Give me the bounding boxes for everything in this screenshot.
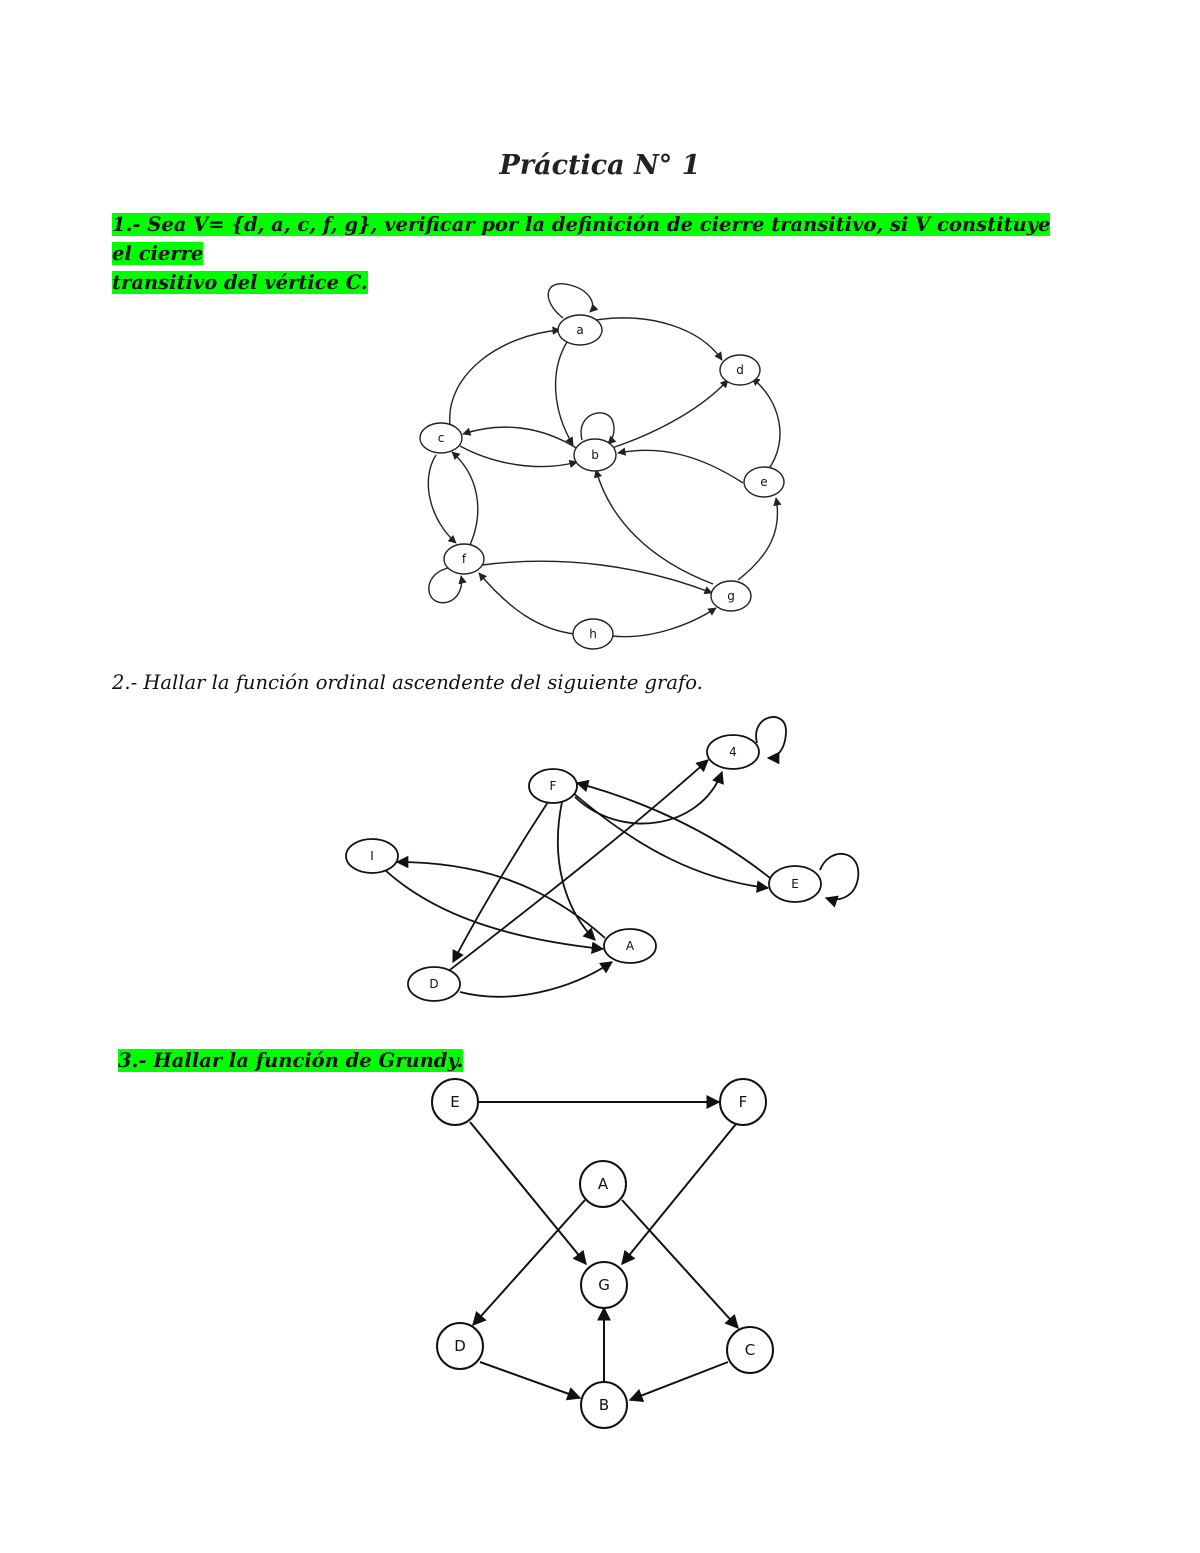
node-c-label: c [437, 431, 445, 445]
node-a-label: A [625, 939, 635, 953]
node-d-label: D [454, 1337, 466, 1355]
edge-e-g [470, 1122, 586, 1264]
node-b-label: b [591, 448, 599, 462]
edge-a-c [622, 1200, 738, 1328]
node-a-label: a [576, 323, 584, 337]
question-3-text: 3.- Hallar la función de Grundy. [118, 1049, 464, 1072]
question-1-line-2: transitivo del vértice C. [112, 271, 368, 294]
node-g-label: G [598, 1276, 610, 1294]
node-f-label: f [461, 552, 467, 566]
node-e-label: E [450, 1093, 460, 1111]
node-g-label: g [727, 589, 735, 603]
node-f-label: F [549, 779, 557, 793]
node-d-label: D [429, 977, 439, 991]
edge-d-b [480, 1362, 580, 1398]
node-c-label: C [744, 1341, 756, 1359]
edge-a-d [473, 1200, 585, 1325]
node-d-label: d [736, 363, 744, 377]
question-1-line-1: 1.- Sea V= {d, a, c, f, g}, verificar por la definición de cierre transitivo, si V constituye el cierre [112, 213, 1051, 265]
node-h-label: h [589, 627, 597, 641]
edge-f-g [622, 1124, 736, 1264]
node-i-label: I [370, 849, 374, 863]
page-title: Práctica N° 1 [499, 150, 701, 181]
node-e-label: E [791, 877, 799, 891]
node-e-label: e [760, 475, 768, 489]
node-b-label: B [598, 1396, 610, 1414]
node-f-label: F [738, 1093, 748, 1111]
question-2: 2.- Hallar la función ordinal ascendente del siguiente grafo. [112, 671, 703, 694]
node-a-label: A [597, 1175, 609, 1193]
node-4-label: 4 [729, 745, 737, 759]
edge-c-b [630, 1362, 728, 1400]
